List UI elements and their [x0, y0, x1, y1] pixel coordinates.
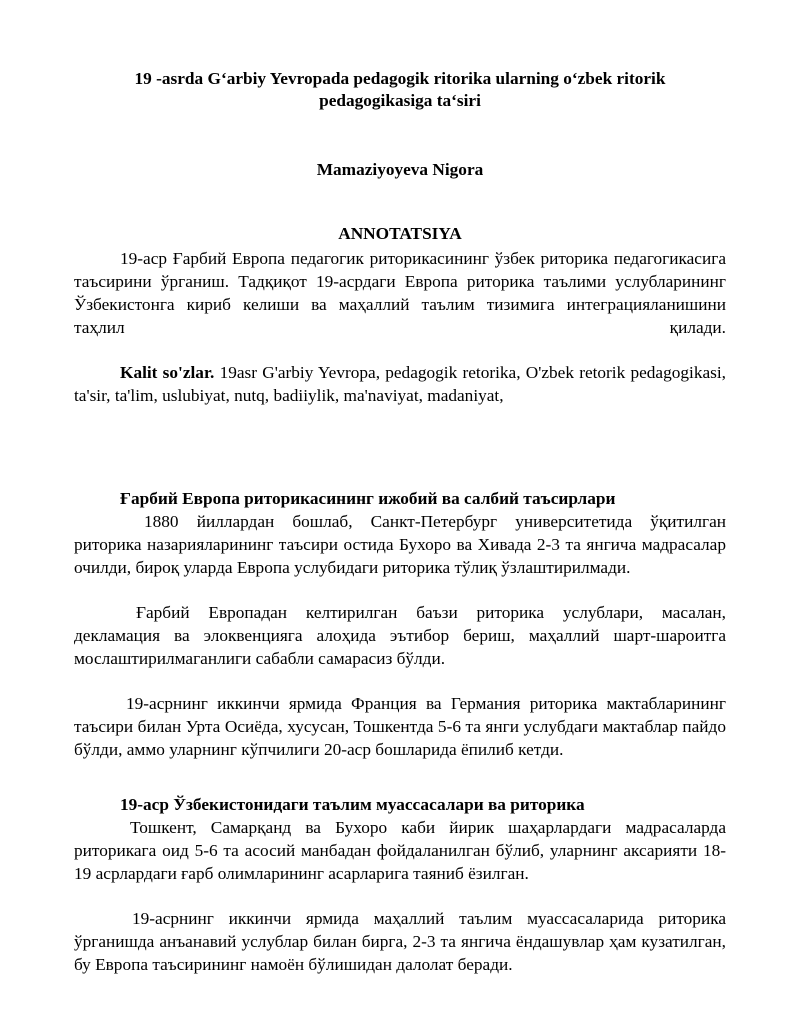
title-line-2: pedagogikasiga ta‘siri: [319, 91, 481, 110]
section-2-paragraph-1: Тошкент, Самарқанд ва Бухоро каби йирик шаҳарлардаги мадрасаларда риторикага оид 5-6 та асосий манбадан фойдаланилган бўлиб, уларнинг аксарияти 18-19 асрлардаги ғарб олимларининг асарларига таяниб ёзилган.: [74, 818, 726, 883]
document-title: [74, 68, 726, 112]
section-1-paragraph-3: 19-асрнинг иккинчи ярмида Франция ва Германия риторика мактабларининг таъсири билан Урта Осиёда, хусусан, Тошкентда 5-6 та янги услубдаги мактаблар пайдо бўлди, аммо уларнинг кўпчилиги 20-аср бошларида ёпилиб кетди.: [74, 694, 726, 759]
section-1-paragraph-1: 1880 йиллардан бошлаб, Санкт-Петербург университетида ўқитилган риторика назарияларининг таъсири остида Бухоро ва Хивада 2-3 та янгича мадрасалар очилди, бироқ уларда Европа услубидаги риторика тўлиқ ўзлаштирилмади.: [74, 512, 726, 577]
keywords-paragraph: [74, 361, 726, 407]
keywords-text: 19asr G'arbiy Yevropa, pedagogik retorika, O'zbek retorik pedagogikasi, ta'sir, ta'lim, uslubiyat, nutq, badiiylik, ma'naviyat, madaniyat,: [74, 363, 726, 405]
title-line-1: 19 -asrda G‘arbiy Yevropada pedagogik ritorika ularning o‘zbek ritorik: [134, 69, 666, 88]
section-1-heading: Ғарбий Европа риторикасининг ижобий ва салбий таъсирлари: [120, 489, 616, 508]
section-1-paragraph-2: Ғарбий Европадан келтирилган баъзи риторика услублари, масалан, декламация ва элоквенцияга алоҳида эътибор бериш, маҳаллий шарт-шароитга мослаштирилмаганлиги сабабли самарасиз бўлди.: [74, 603, 726, 668]
section-2-paragraph-2: 19-асрнинг иккинчи ярмида маҳаллий таълим муассасаларида риторика ўрганишда анъанавий услублар билан бирга, 2-3 та янгича ёндашувлар ҳам кузатилган, бу Европа таъсирининг намоён бўлишидан далолат беради.: [74, 909, 726, 974]
author-name: Mamaziyoyeva Nigora: [316, 160, 484, 179]
annotation-heading: ANNOTATSIYA: [338, 224, 462, 243]
section-2-heading: 19-аср Ўзбекистонидаги таълим муассасалари ва риторика: [120, 795, 585, 814]
keywords-label: Kalit so'zlar.: [120, 363, 215, 382]
annotation-text: 19-аср Ғарбий Европа педагогик риторикасининг ўзбек риторика педагогикасига таъсирини ўрганиш. Тадқиқот 19-асрдаги Европа риторика таълими услубларининг Ўзбекистонга кириб келиши ва маҳаллий таълим тизимига интеграцияланишини таҳлил қилади.: [74, 249, 726, 337]
